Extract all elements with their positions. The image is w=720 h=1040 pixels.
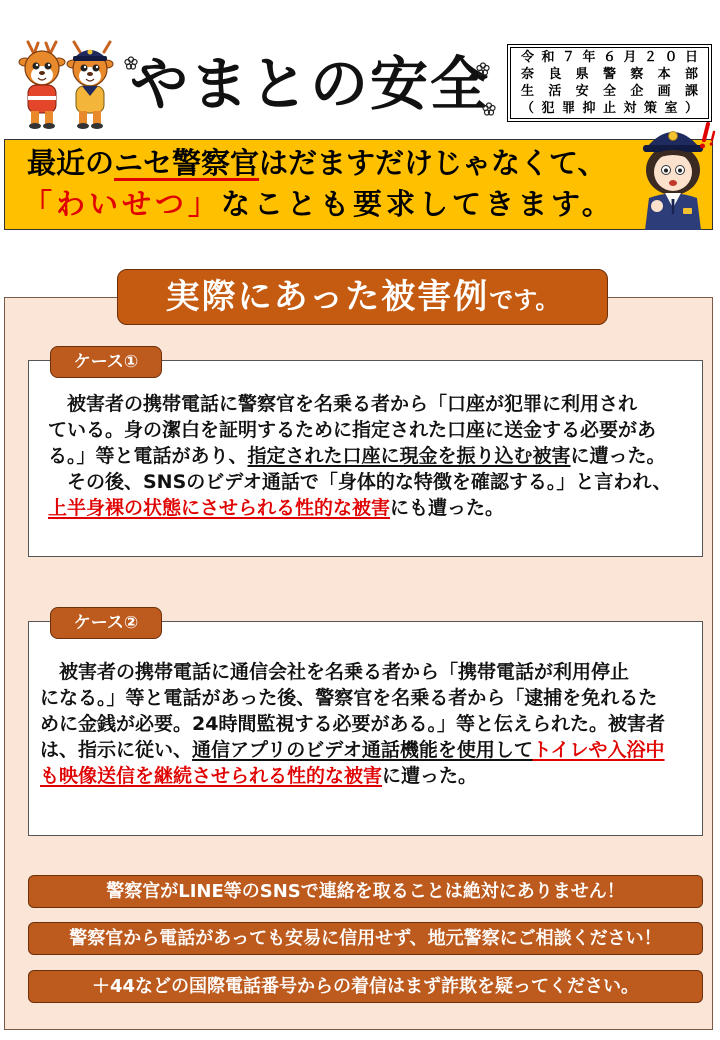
underlined-text: 通信アプリのビデオ通話機能を使用して: [192, 739, 533, 761]
issuer-organization: 奈 良 県 警 察 本 部: [521, 67, 698, 82]
case-2-line: [40, 659, 665, 685]
notice-bar-consult: 警察官から電話があっても安易に信用せず、地元警察にご相談ください！: [28, 922, 703, 955]
banner-text: はだますだけじゃなくて、: [259, 146, 607, 180]
banner-line-2: [23, 185, 615, 223]
case-text: にも遭った。: [390, 497, 505, 519]
case-1-label: ケース①: [50, 346, 162, 378]
warning-banner: [4, 139, 713, 230]
case-1-line: [48, 443, 672, 469]
issuer-box: [507, 44, 712, 122]
flower-icon: [482, 102, 496, 116]
case-2-label: ケース②: [50, 607, 162, 639]
case-text: ている。身の潔白を証明するために指定された口座に送金する必要があ: [48, 419, 657, 441]
issuer-office: （ 犯 罪 抑 止 対 策 室 ）: [521, 101, 698, 116]
case-2-text: [40, 659, 665, 789]
case-2-line: [40, 737, 665, 763]
case-1-line: [48, 417, 672, 443]
title-logo: [120, 42, 500, 126]
case-text: る。」等と電話があり、: [48, 445, 248, 467]
case-text: 被害者の携帯電話に通信会社を名乗る者から「携帯電話が利用停止: [40, 661, 630, 683]
notice-bar-international-call: ＋44などの国際電話番号からの着信はまず詐欺を疑ってください。: [28, 970, 703, 1003]
underlined-text: 指定された口座に現金を振り込む被害: [247, 445, 571, 467]
flower-icon: [124, 56, 138, 70]
notice-bar-sns: 警察官がLINE等のSNSで連絡を取ることは絶対にありません！: [28, 875, 703, 908]
issue-date: 令 和 ７ 年 ６ 月 ２ ０ 日: [521, 50, 698, 65]
case-1-line: [48, 495, 672, 521]
section-title: [117, 269, 608, 325]
case-2-box: [28, 621, 703, 836]
case-text: になる。」等と電話があった後、警察官を名乗る者から「逮捕を免れるた: [40, 687, 658, 709]
banner-red-text: 「わいせつ」: [23, 187, 222, 221]
case-text: その後、SNSのビデオ通話で「身体的な特徴を確認する。」と言われ、: [48, 471, 672, 493]
case-text: は、指示に従い、: [40, 739, 193, 761]
red-emphasis-text: 上半身裸の状態にさせられる性的な被害: [48, 497, 391, 519]
case-text: に遭った。: [382, 765, 478, 787]
case-1-line: [48, 391, 672, 417]
issuer-division: 生 活 安 全 企 画 課: [521, 84, 698, 99]
page-title: やまとの安全: [129, 50, 490, 118]
case-2-line: [40, 763, 665, 789]
deer-mascot-illustration: [16, 38, 118, 132]
case-1-text: [48, 391, 672, 521]
case-text: 被害者の携帯電話に警察官を名乗る者から「口座が犯罪に利用され: [48, 393, 638, 415]
banner-line-1: [27, 144, 606, 182]
case-1-line: [48, 469, 672, 495]
case-2-line: [40, 685, 665, 711]
banner-underlined-text: ニセ警察官: [114, 146, 260, 180]
section-title-main: 実際にあった被害例: [165, 277, 490, 317]
case-1-box: [28, 360, 703, 557]
police-officer-illustration: [633, 120, 717, 230]
section-title-suffix: です。: [489, 286, 560, 314]
flower-icon: [476, 62, 490, 76]
banner-text: 最近の: [27, 146, 115, 180]
case-text: めに金銭が必要。24時間監視する必要がある。」等と伝えられた。被害者: [40, 713, 665, 735]
red-emphasis-text: も映像送信を継続させられる性的な被害: [40, 765, 383, 787]
red-emphasis-text: トイレや入浴中: [532, 739, 665, 761]
banner-text: なことも要求してきます。: [221, 187, 615, 221]
case-2-line: [40, 711, 665, 737]
case-text: に遭った。: [570, 445, 666, 467]
